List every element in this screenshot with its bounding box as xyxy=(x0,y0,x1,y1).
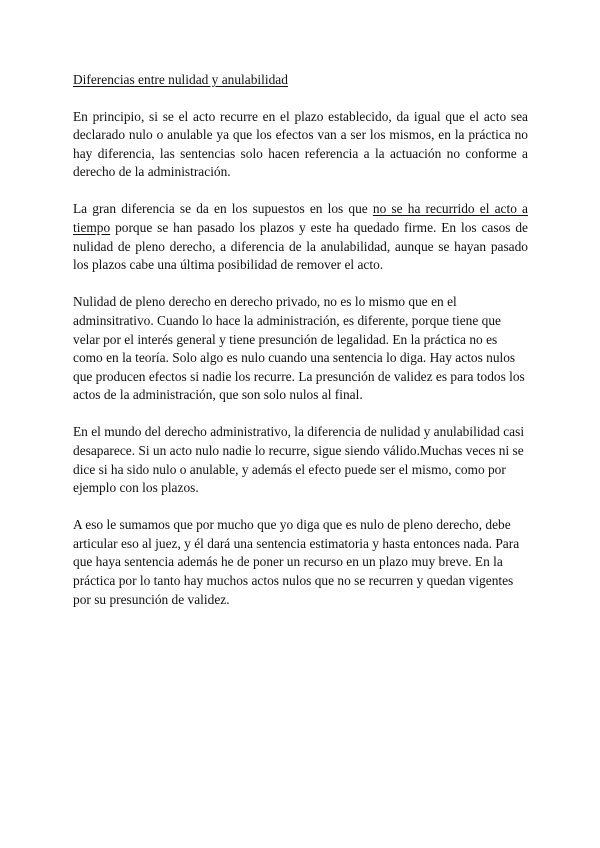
document-title: Diferencias entre nulidad y anulabilidad xyxy=(73,72,288,87)
document-body xyxy=(73,71,528,628)
paragraph-5: A eso le sumamos que por mucho que yo diga que es nulo de pleno derecho, debe articular eso al juez, y él dará una sentencia estimatoria y hasta entonces nada. Para que haya sentencia además he de poner un recurso en un plazo muy breve. En la práctica por lo tanto hay muchos actos nulos que no se recurren y quedan vigentes por su presunción de validez. xyxy=(73,517,520,607)
paragraph-2-text-after: porque se han pasado los plazos y este ha quedado firme. En los casos de nulidad de pleno derecho, a diferencia de la anulabilidad, aunque se hayan pasado los plazos cabe una última posibilidad de remover el acto. xyxy=(73,220,528,273)
paragraph-1: En principio, si se el acto recurre en el plazo establecido, da igual que el acto sea declarado nulo o anulable ya que los efectos van a ser los mismos, en la práctica no hay diferencia, las sentencias solo hacen referencia a la actuación no conforme a derecho de la administración. xyxy=(73,108,528,180)
paragraph-2 xyxy=(73,200,528,274)
paragraph-2-underlined-text: no se ha recurrido el acto a tiempo xyxy=(73,201,528,236)
paragraph-4: En el mundo del derecho administrativo, la diferencia de nulidad y anulabilidad casi desaparece. Si un acto nulo nadie lo recurre, sigue siendo válido.Muchas veces ni se dice si ha sido nulo o anulable, y además el efecto puede ser el mismo, como por ejemplo con los plazos. xyxy=(73,424,525,496)
paragraph-3: Nulidad de pleno derecho en derecho privado, no es lo mismo que en el adminsitrativo. Cuando lo hace la administración, es diferente, porque tiene que velar por el interés general y tiene presunción de legalidad. En la práctica no es como en la teoría. Solo algo es nulo cuando una sentencia lo diga. Hay actos nulos que producen efectos si nadie los recurre. La presunción de validez es para todos los actos de la administración, que son solo nulos al final. xyxy=(73,294,525,403)
paragraph-2-text-before: La gran diferencia se da en los supuestos en los que xyxy=(73,201,373,217)
